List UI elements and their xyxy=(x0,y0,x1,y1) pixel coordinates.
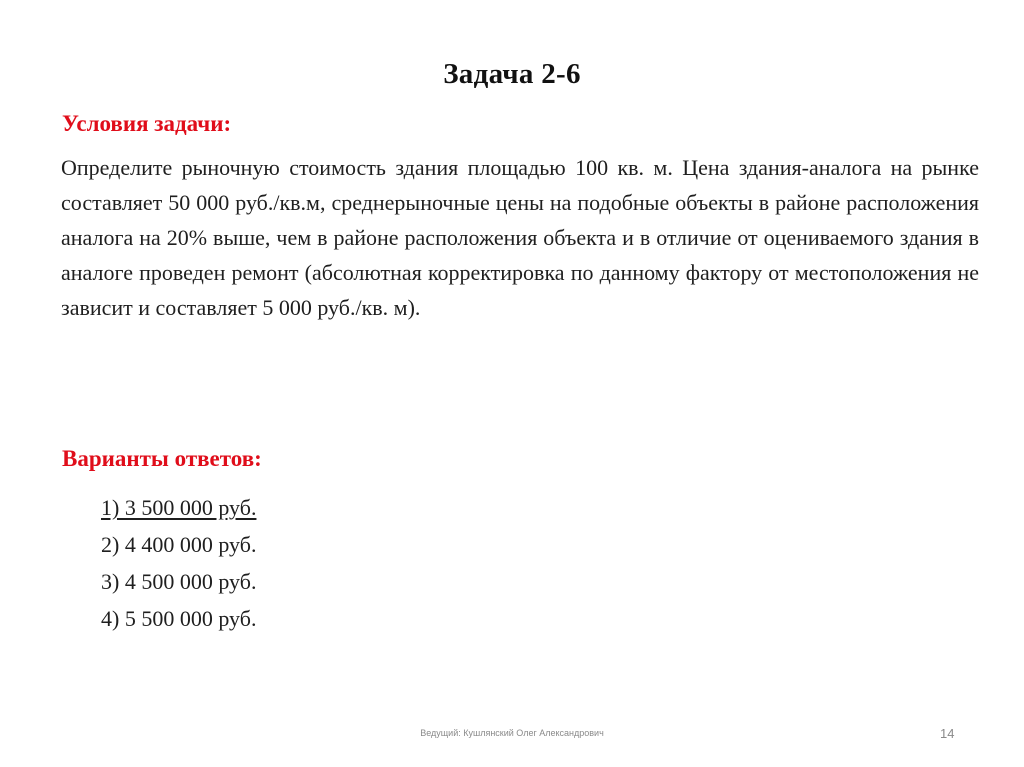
answer-option xyxy=(101,563,256,600)
answer-option xyxy=(101,600,256,637)
answer-option-label: 1) 3 500 000 руб. xyxy=(101,495,257,520)
conditions-text: Определите рыночную стоимость здания площадью 100 кв. м. Цена здания-аналога на рынке составляет 50 000 руб./кв.м, среднерыночные цены на подобные объекты в районе расположения аналога на 20% выше, чем в районе расположения объекта и в отличие от оцениваемого здания в аналоге проведен ремонт (абсолютная корректировка по данному фактору от местоположения не зависит и составляет 5 000 руб./кв. м). xyxy=(61,155,979,320)
answer-option-label: 3) 4 500 000 руб. xyxy=(101,569,257,594)
answer-option-label: 2) 4 400 000 руб. xyxy=(101,532,257,557)
answer-option-label: 4) 5 500 000 руб. xyxy=(101,606,257,631)
footer-presenter: Ведущий: Кушлянский Олег Александрович xyxy=(420,728,604,738)
answer-list xyxy=(101,489,256,637)
page-number: 14 xyxy=(940,726,955,741)
answers-heading: Варианты ответов: xyxy=(62,446,262,471)
answer-option-correct xyxy=(101,489,256,526)
slide-title: Задача 2-6 xyxy=(443,58,581,90)
conditions-heading: Условия задачи: xyxy=(62,111,232,136)
answer-option xyxy=(101,526,256,563)
